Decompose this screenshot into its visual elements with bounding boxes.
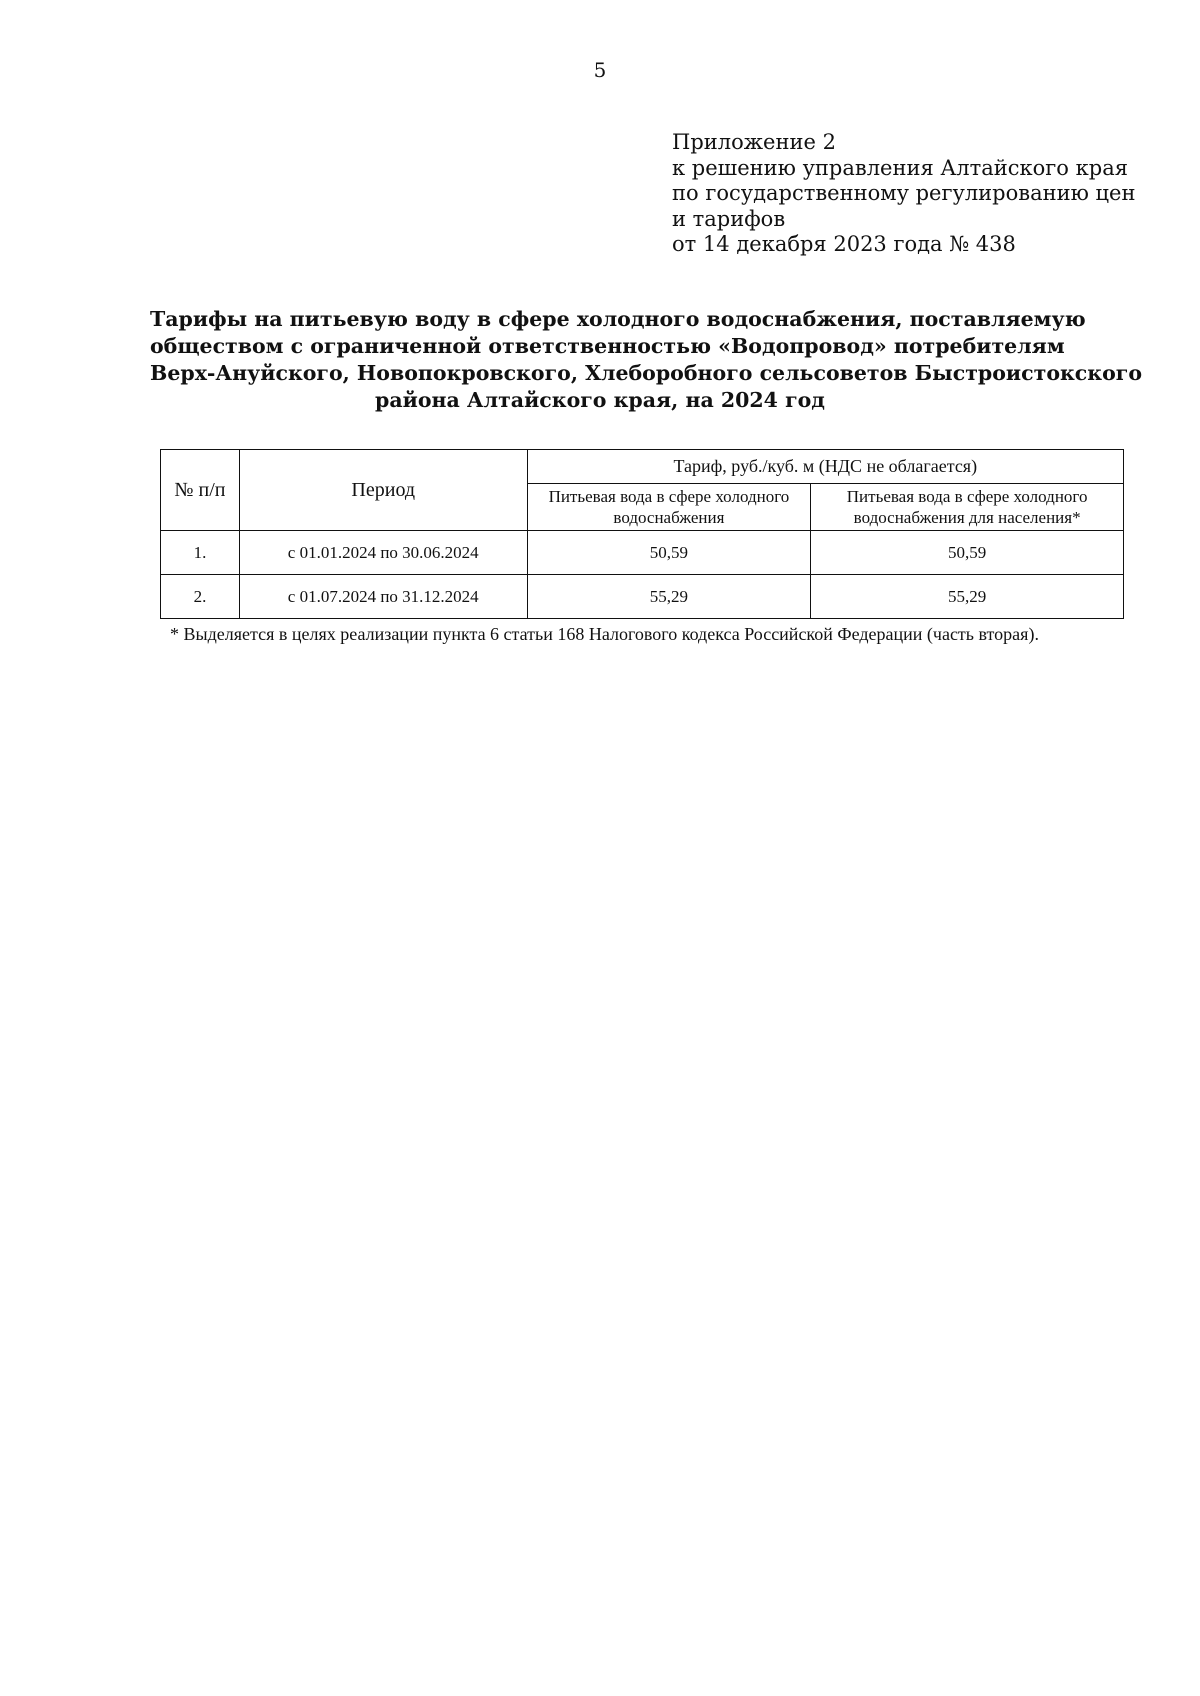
appendix-line: и тарифов (672, 206, 786, 231)
title-line: Верх-Ануйского, Новопокровского, Хлеборобного сельсоветов Быстроистокского (150, 361, 1142, 385)
cell-number: 1. (161, 531, 240, 575)
table-header-row (161, 450, 1124, 484)
cell-tariff-a: 50,59 (527, 531, 811, 575)
cell-period: с 01.01.2024 по 30.06.2024 (239, 531, 527, 575)
header-period: Период (239, 450, 527, 531)
title-line: района Алтайского края, на 2024 год (375, 388, 825, 412)
header-cold-water: Питьевая вода в сфере холодного водоснабжения (527, 484, 811, 531)
cell-tariff-b: 50,59 (811, 531, 1124, 575)
document-title (150, 306, 1142, 414)
appendix-line: от 14 декабря 2023 года № 438 (672, 232, 1016, 256)
appendix-line: Приложение 2 (672, 130, 836, 154)
cell-tariff-b: 55,29 (811, 575, 1124, 619)
appendix-line: по государственному регулированию цен (672, 181, 1136, 205)
tariff-table (160, 449, 1124, 619)
title-line: обществом с ограниченной ответственностью «Водопровод» потребителям (150, 334, 1065, 358)
cell-number: 2. (161, 575, 240, 619)
cell-tariff-a: 55,29 (527, 575, 811, 619)
header-number: № п/п (161, 450, 240, 531)
header-tariff-group: Тариф, руб./куб. м (НДС не облагается) (527, 450, 1123, 484)
footnote: * Выделяется в целях реализации пункта 6 статьи 168 Налогового кодекса Российской Федерации (часть вторая). (170, 624, 1039, 644)
title-line: Тарифы на питьевую воду в сфере холодного водоснабжения, поставляемую (150, 307, 1086, 331)
table-row (161, 575, 1124, 619)
appendix-block (672, 130, 1152, 258)
page-number: 5 (593, 58, 607, 82)
header-cold-water-population: Питьевая вода в сфере холодного водоснабжения для населения* (811, 484, 1124, 531)
table-row (161, 531, 1124, 575)
appendix-line: к решению управления Алтайского края (672, 155, 1128, 180)
cell-period: с 01.07.2024 по 31.12.2024 (239, 575, 527, 619)
